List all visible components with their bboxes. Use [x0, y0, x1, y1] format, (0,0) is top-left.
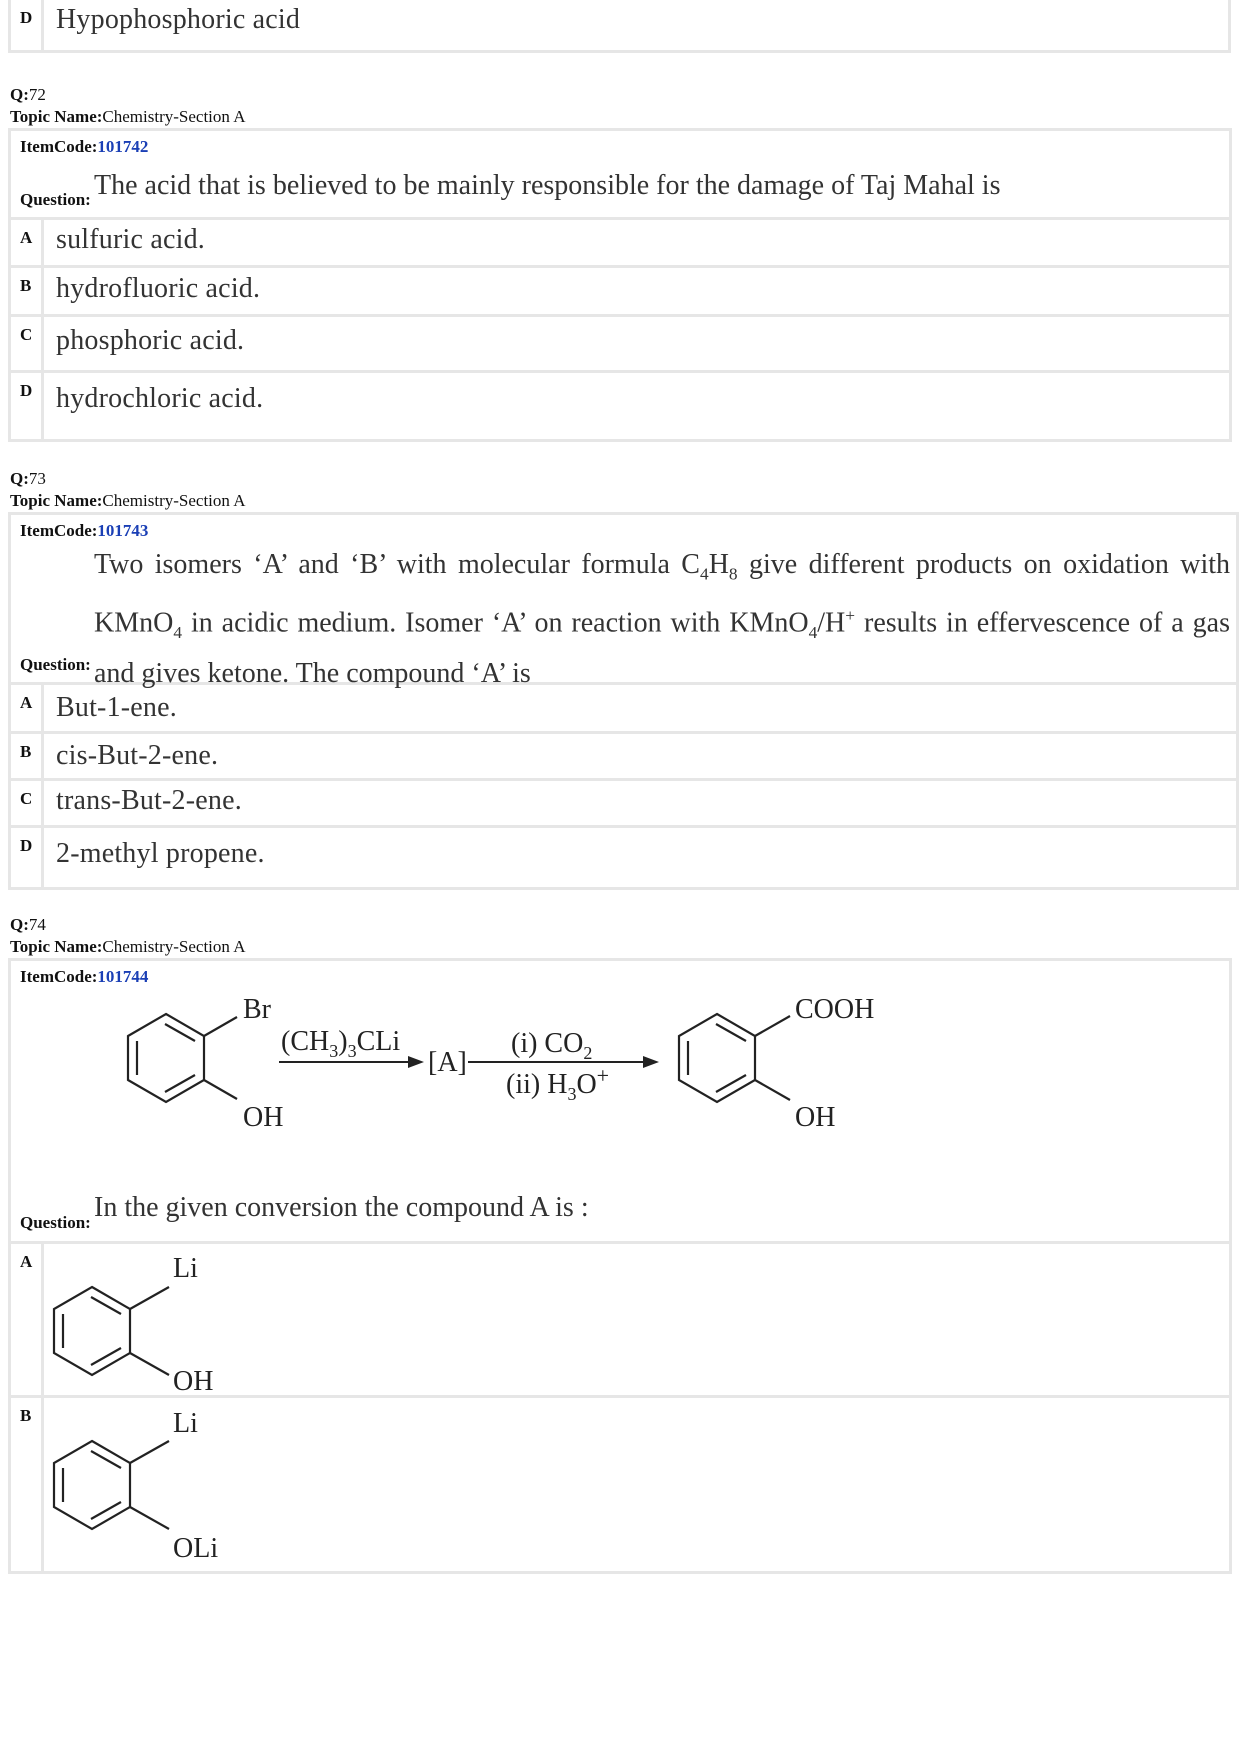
benzene-ring-icon: [679, 1014, 790, 1102]
option-row-a[interactable]: [11, 220, 1229, 268]
item-code: ItemCode:101742: [20, 137, 149, 156]
reaction-scheme: [91, 989, 911, 1179]
substituent-top: Li: [173, 1408, 198, 1439]
question-box-73: [8, 512, 1239, 890]
option-letter: B: [20, 276, 32, 295]
intermediate-a: [A]: [428, 1047, 467, 1078]
divider: [41, 828, 44, 887]
option-text: 2-methyl propene.: [56, 838, 265, 869]
option-row-c[interactable]: [11, 781, 1236, 828]
divider: [41, 220, 44, 265]
topic-name-73: Topic Name:Chemistry-Section A: [10, 491, 246, 510]
divider: [41, 0, 44, 53]
substituent-bottom: OLi: [173, 1533, 219, 1564]
benzene-ring-icon: [128, 1014, 237, 1102]
divider: [41, 373, 44, 439]
option-letter: D: [20, 8, 33, 27]
divider: [41, 781, 44, 825]
option-row-b[interactable]: [11, 1398, 1229, 1571]
option-text: hydrochloric acid.: [56, 383, 264, 414]
benzene-ring-icon: [54, 1287, 169, 1375]
prev-option-box: [8, 0, 1231, 53]
option-row-c[interactable]: [11, 317, 1229, 373]
option-text: cis-But-2-ene.: [56, 740, 219, 771]
topic-name-72: Topic Name:Chemistry-Section A: [10, 107, 246, 126]
reactant-substituent-bottom: OH: [243, 1102, 284, 1133]
item-code: ItemCode:101743: [20, 521, 149, 540]
option-text: Hypophosphoric acid: [56, 4, 301, 35]
reactant-substituent-top: Br: [243, 994, 271, 1025]
divider: [41, 685, 44, 731]
question-text: Two isomers ‘A’ and ‘B’ with molecular formula $C_4H_8$ give different products on oxidation with KMnO$_4$ in acidic medium. Isomer ‘A’ on reaction with KMnO$_4$/H+ results in effervescence of a gas and gives ketone. The compound ‘A’ is: [94, 549, 1231, 689]
question-number-72: Q:72: [10, 85, 46, 104]
benzene-ring-icon: [54, 1441, 169, 1529]
option-text: sulfuric acid.: [56, 224, 205, 255]
question-text: In the given conversion the compound A is :: [94, 1192, 589, 1223]
option-text: trans-But-2-ene.: [56, 785, 242, 816]
question-box-74: [8, 958, 1232, 1574]
reagent-1: $(CH_3)_3CLi$: [281, 1026, 401, 1061]
topic-name-74: Topic Name:Chemistry-Section A: [10, 937, 246, 956]
option-text: phosphoric acid.: [56, 325, 245, 356]
option-row-a[interactable]: [11, 1244, 1229, 1398]
divider: [41, 1398, 44, 1571]
divider: [41, 268, 44, 314]
divider: [41, 1244, 44, 1395]
question-label: Question:: [20, 1213, 91, 1232]
option-letter: D: [20, 381, 33, 400]
question-box-72: [8, 128, 1232, 442]
divider: [41, 734, 44, 778]
option-row-d[interactable]: [11, 828, 1236, 887]
prev-option-row-d[interactable]: [11, 0, 1228, 53]
divider: [41, 317, 44, 370]
product-substituent-bottom: OH: [795, 1102, 836, 1133]
option-letter: B: [20, 1406, 32, 1425]
question-number-74: Q:74: [10, 915, 46, 934]
option-letter: A: [20, 693, 33, 712]
substituent-top: Li: [173, 1253, 198, 1284]
option-letter: A: [20, 1252, 33, 1271]
option-letter: D: [20, 836, 33, 855]
question-text: The acid that is believed to be mainly responsible for the damage of Taj Mahal is: [94, 170, 1001, 201]
reagent-3: (ii) $H_3O^+$: [506, 1063, 610, 1104]
option-row-a[interactable]: [11, 685, 1236, 734]
option-structure: [47, 1244, 267, 1394]
option-text: hydrofluoric acid.: [56, 273, 261, 304]
question-label: Question:: [20, 190, 91, 209]
option-letter: C: [20, 325, 33, 344]
question-label: Question:: [20, 655, 91, 674]
item-code: ItemCode:101744: [20, 967, 149, 986]
option-letter: B: [20, 742, 32, 761]
option-structure: [47, 1398, 267, 1568]
option-text: But-1-ene.: [56, 692, 177, 723]
reagent-2: (i) $CO_2$: [511, 1028, 593, 1063]
product-substituent-top: COOH: [795, 994, 875, 1025]
option-row-d[interactable]: [11, 373, 1229, 439]
question-row: [11, 961, 1229, 1244]
option-letter: A: [20, 228, 33, 247]
question-number-73: Q:73: [10, 469, 46, 488]
option-row-b[interactable]: [11, 268, 1229, 317]
option-row-b[interactable]: [11, 734, 1236, 781]
option-letter: C: [20, 789, 33, 808]
question-row: [11, 515, 1236, 689]
substituent-bottom: OH: [173, 1366, 214, 1394]
question-row: [11, 131, 1229, 220]
